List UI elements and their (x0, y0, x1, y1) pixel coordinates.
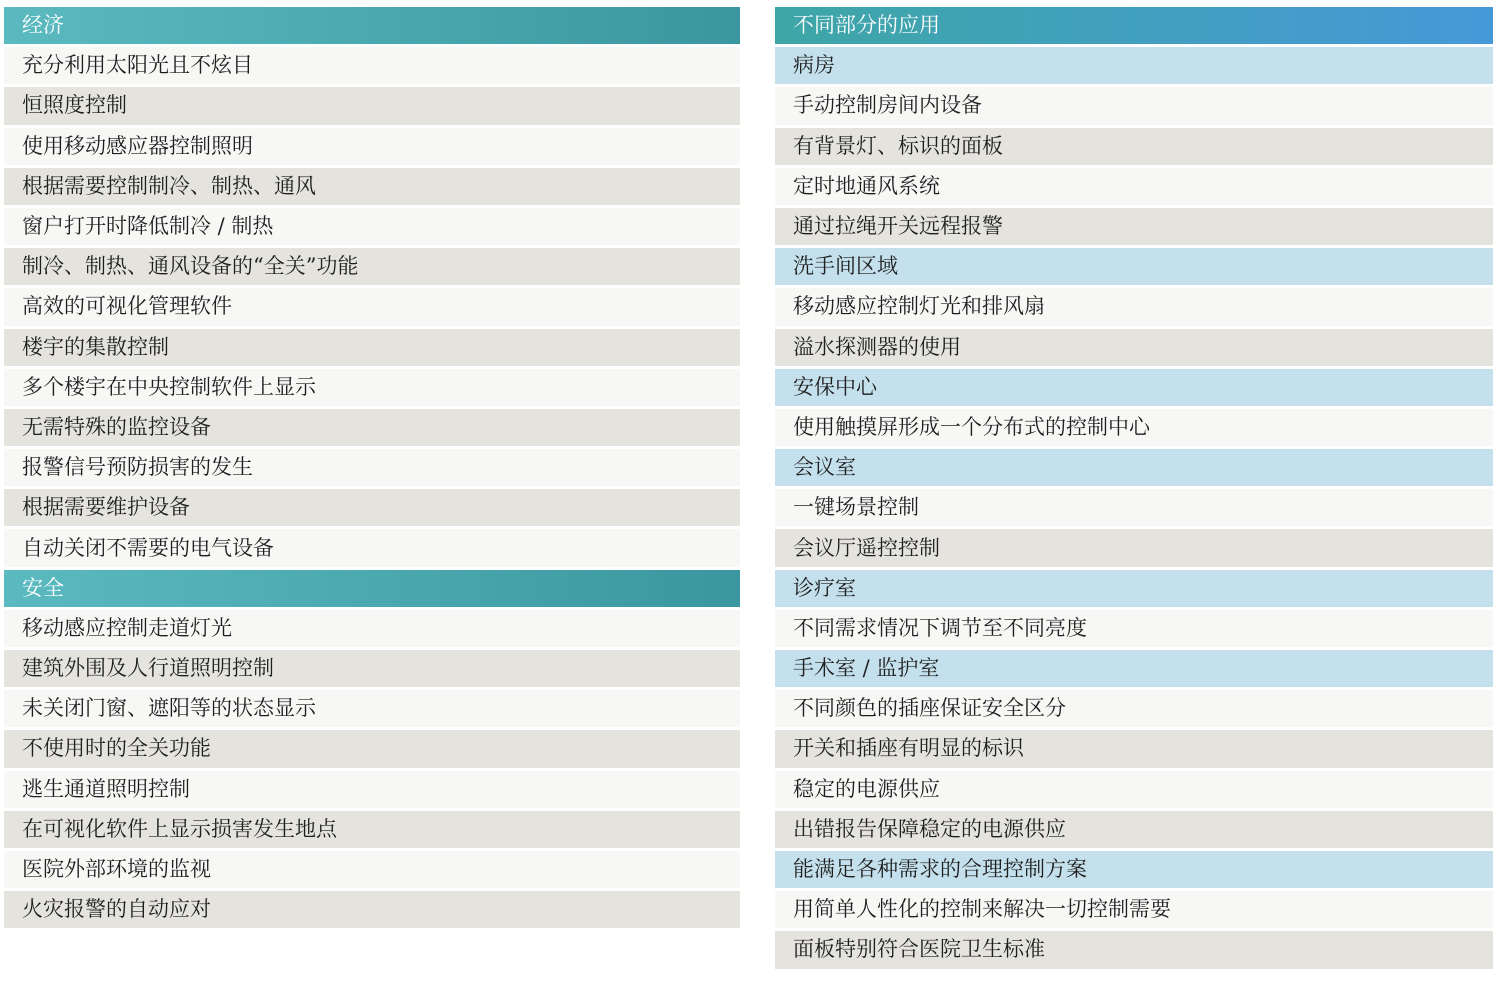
table-row: 不同需求情况下调节至不同亮度 (775, 610, 1493, 647)
table-row: 根据需要控制制冷、制热、通风 (4, 168, 740, 205)
right-application-table (775, 7, 1493, 972)
table-row: 有背景灯、标识的面板 (775, 128, 1493, 165)
table-row: 使用触摸屏形成一个分布式的控制中心 (775, 409, 1493, 446)
table-row: 面板特别符合医院卫生标准 (775, 931, 1493, 968)
table-row: 充分利用太阳光且不炫目 (4, 47, 740, 84)
table-row: 不同颜色的插座保证安全区分 (775, 690, 1493, 727)
subsection-header-ward: 病房 (775, 47, 1493, 84)
table-row: 窗户打开时降低制冷 / 制热 (4, 208, 740, 245)
subsection-header-operating-room: 手术室 / 监护室 (775, 650, 1493, 687)
subsection-header-restroom: 洗手间区域 (775, 248, 1493, 285)
section-header-economy: 经济 (4, 7, 740, 44)
subsection-header-meeting-room: 会议室 (775, 449, 1493, 486)
table-row: 在可视化软件上显示损害发生地点 (4, 811, 740, 848)
table-row: 楼宇的集散控制 (4, 329, 740, 366)
table-row: 溢水探测器的使用 (775, 329, 1493, 366)
table-row: 逃生通道照明控制 (4, 771, 740, 808)
table-row: 出错报告保障稳定的电源供应 (775, 811, 1493, 848)
subsection-header-security-center: 安保中心 (775, 369, 1493, 406)
table-row: 建筑外围及人行道照明控制 (4, 650, 740, 687)
left-feature-table (4, 7, 740, 931)
table-row: 一键场景控制 (775, 489, 1493, 526)
table-row: 制冷、制热、通风设备的“全关”功能 (4, 248, 740, 285)
section-header-applications: 不同部分的应用 (775, 7, 1493, 44)
table-row: 通过拉绳开关远程报警 (775, 208, 1493, 245)
table-row: 不使用时的全关功能 (4, 730, 740, 767)
section-header-safety: 安全 (4, 570, 740, 607)
table-row: 无需特殊的监控设备 (4, 409, 740, 446)
table-row: 恒照度控制 (4, 87, 740, 124)
table-row: 稳定的电源供应 (775, 771, 1493, 808)
table-row: 定时地通风系统 (775, 168, 1493, 205)
table-row: 高效的可视化管理软件 (4, 288, 740, 325)
table-row: 手动控制房间内设备 (775, 87, 1493, 124)
table-row: 未关闭门窗、遮阳等的状态显示 (4, 690, 740, 727)
table-row: 用简单人性化的控制来解决一切控制需要 (775, 891, 1493, 928)
table-row: 自动关闭不需要的电气设备 (4, 529, 740, 566)
table-row: 报警信号预防损害的发生 (4, 449, 740, 486)
table-row: 使用移动感应器控制照明 (4, 128, 740, 165)
table-row: 火灾报警的自动应对 (4, 891, 740, 928)
table-row: 移动感应控制灯光和排风扇 (775, 288, 1493, 325)
subsection-header-control-solutions: 能满足各种需求的合理控制方案 (775, 851, 1493, 888)
table-row: 会议厅遥控控制 (775, 529, 1493, 566)
table-row: 医院外部环境的监视 (4, 851, 740, 888)
table-row: 根据需要维护设备 (4, 489, 740, 526)
table-row: 开关和插座有明显的标识 (775, 730, 1493, 767)
table-row: 多个楼宇在中央控制软件上显示 (4, 369, 740, 406)
subsection-header-clinic: 诊疗室 (775, 570, 1493, 607)
table-row: 移动感应控制走道灯光 (4, 610, 740, 647)
